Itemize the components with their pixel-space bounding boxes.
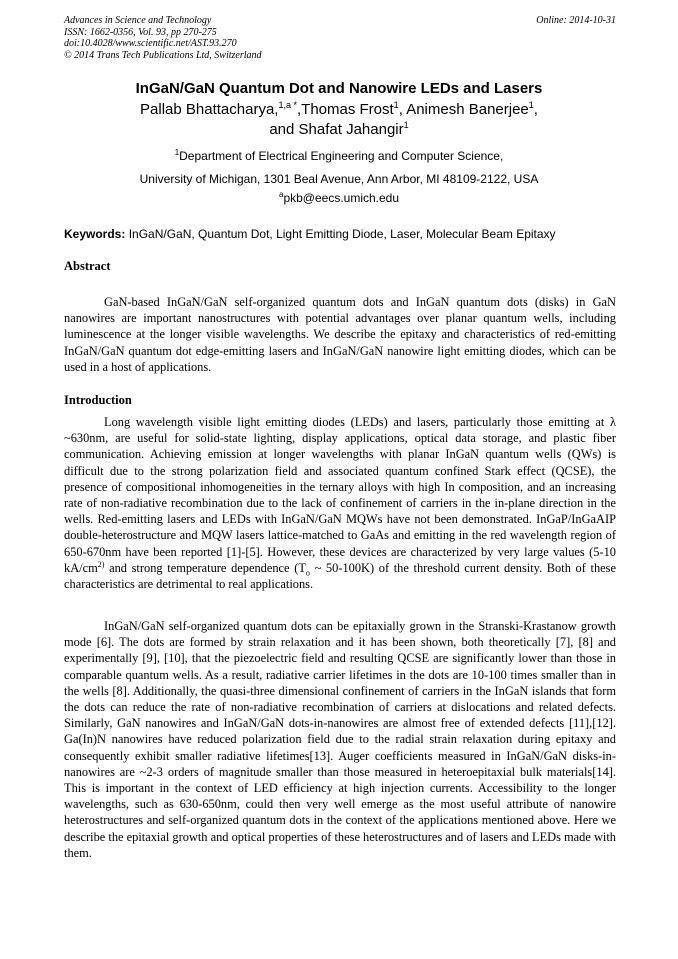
- introduction-paragraph-2: InGaN/GaN self-organized quantum dots can be epitaxially grown in the Stranski-Krastanow growth mode [6]. The dots are formed by strain relaxation and it has been shown, both theoretically [7], [8] and experimentally [9], [10], that the piezoelectric field and resulting QCSE are significantly lower than those in comparable quantum wells. As a result, radiative carrier lifetimes in the dots are 10-100 times smaller than in the wells [8]. Additionally, the quasi-three dimensional confinement of carriers in the InGaN islands that form the dots can reduce the rate of non-radiative recombination of carriers at dislocations and related defects. Similarly, GaN nanowires and InGaN/GaN dots-in-nanowires are almost free of extended defects [11],[12]. Ga(In)N nanowires have reduced polarization field due to the radial strain relaxation during epitaxy and consequently exhibit smaller radiative lifetimes[13]. Auger coefficients measured in InGaN/GaN disks-in-nanowires are ~2-3 orders of magnitude smaller than those measured in heteroepitaxial bulk materials[14]. This is important in the context of LED efficiency at high injection currents. Accessibility to the longer wavelengths, such as 630-650nm, could then very well emerge as the most useful attribute of nanowire heterostructures and self-organized quantum dots in the context of the applications mentioned above. Here we describe the epitaxial growth and optical properties of these heterostructures and of lasers and LEDs made with them.: [64, 619, 616, 860]
- email-text: pkb@eecs.umich.edu: [283, 191, 400, 205]
- author-superscript: 1,a *: [278, 100, 297, 110]
- author-superscript: 1: [393, 100, 399, 110]
- journal-name: Advances in Science and Technology: [64, 15, 212, 26]
- affiliation-text: Department of Electrical Engineering and Computer Science,: [179, 149, 504, 163]
- affiliation-department: [0, 149, 678, 163]
- affiliation-superscript: 1: [174, 148, 180, 157]
- author-list: [0, 100, 678, 140]
- online-date: Online: 2014-10-31: [536, 15, 616, 26]
- header-left: [64, 15, 616, 61]
- author-superscript: 1: [528, 100, 534, 110]
- abstract-paragraph: GaN-based InGaN/GaN self-organized quantum dots and InGaN quantum dots (disks) in GaN nanowires are important nanostructures with potential advantages over planar quantum wells, including luminescence at the longer visible wavelengths. We describe the epitaxy and characteristics of red-emitting InGaN/GaN quantum dot edge-emitting lasers and InGaN/GaN nanowire light emitting diodes, which can be used in a host of applications.: [64, 295, 616, 374]
- author-name: Pallab Bhattacharya,: [140, 101, 279, 118]
- journal-header: [64, 15, 616, 61]
- introduction-paragraph-1: [64, 414, 616, 592]
- journal-doi: doi:10.4028/www.scientific.net/AST.93.270: [64, 38, 237, 49]
- author-line-2: [0, 120, 678, 140]
- affiliation-address: University of Michigan, 1301 Beal Avenue, Ann Arbor, MI 48109-2122, USA: [139, 172, 539, 186]
- author-separator: ,: [533, 101, 538, 118]
- journal-copyright: © 2014 Trans Tech Publications Ltd, Switzerland: [64, 49, 262, 61]
- intro-text: ~ 50-100K) of the threshold current density. Both of these characteristics are detrimental to real applications.: [64, 560, 616, 592]
- paper-title: InGaN/GaN Quantum Dot and Nanowire LEDs and Lasers: [135, 80, 543, 97]
- email-superscript: a: [278, 190, 284, 199]
- author-email: [0, 191, 678, 205]
- introduction-heading: Introduction: [64, 393, 132, 407]
- author-name: and Shafat Jahangir: [269, 121, 404, 138]
- intro-text: Long wavelength visible light emitting diodes (LEDs) and lasers, particularly those emitting at λ ~630nm, are useful for solid-state lighting, display applications, optical data storage, and plastic fiber communication. Achieving emission at longer wavelengths with planar InGaN quantum wells (QWs) is difficult due to the strong polarization field and associated quantum confined Stark effect (QCSE), the presence of compositional inhomogeneities in the ternary alloys with high In composition, and an increasing rate of non-radiative recombination due to the lack of confinement of carriers in the in-plane direction in the wells. Red-emitting lasers and LEDs with InGaN/GaN MQWs have not been demonstrated. InGaP/InGaAIP double-heterostructure and MQW lasers lattice-matched to GaAs and emitting in the red wavelength region of 650-670nm have been reported [1]-[5]. However, these devices are characterized by very large values (5-10 kA/cm: [64, 415, 616, 575]
- author-line-1: [0, 100, 678, 120]
- journal-issn: ISSN: 1662-0356, Vol. 93, pp 270-275: [64, 26, 217, 38]
- abstract-heading: Abstract: [64, 259, 111, 273]
- intro-text: and strong temperature dependence (T: [104, 560, 306, 575]
- keywords-text: InGaN/GaN, Quantum Dot, Light Emitting Diode, Laser, Molecular Beam Epitaxy: [125, 227, 556, 241]
- intro-subscript: o: [305, 568, 310, 578]
- author-superscript: 1: [403, 120, 409, 130]
- keywords-label: Keywords:: [64, 227, 126, 241]
- keywords: [64, 227, 624, 241]
- author-name: , Animesh Banerjee: [398, 101, 529, 118]
- intro-superscript: 2): [97, 559, 105, 569]
- author-name: ,Thomas Frost: [296, 101, 394, 118]
